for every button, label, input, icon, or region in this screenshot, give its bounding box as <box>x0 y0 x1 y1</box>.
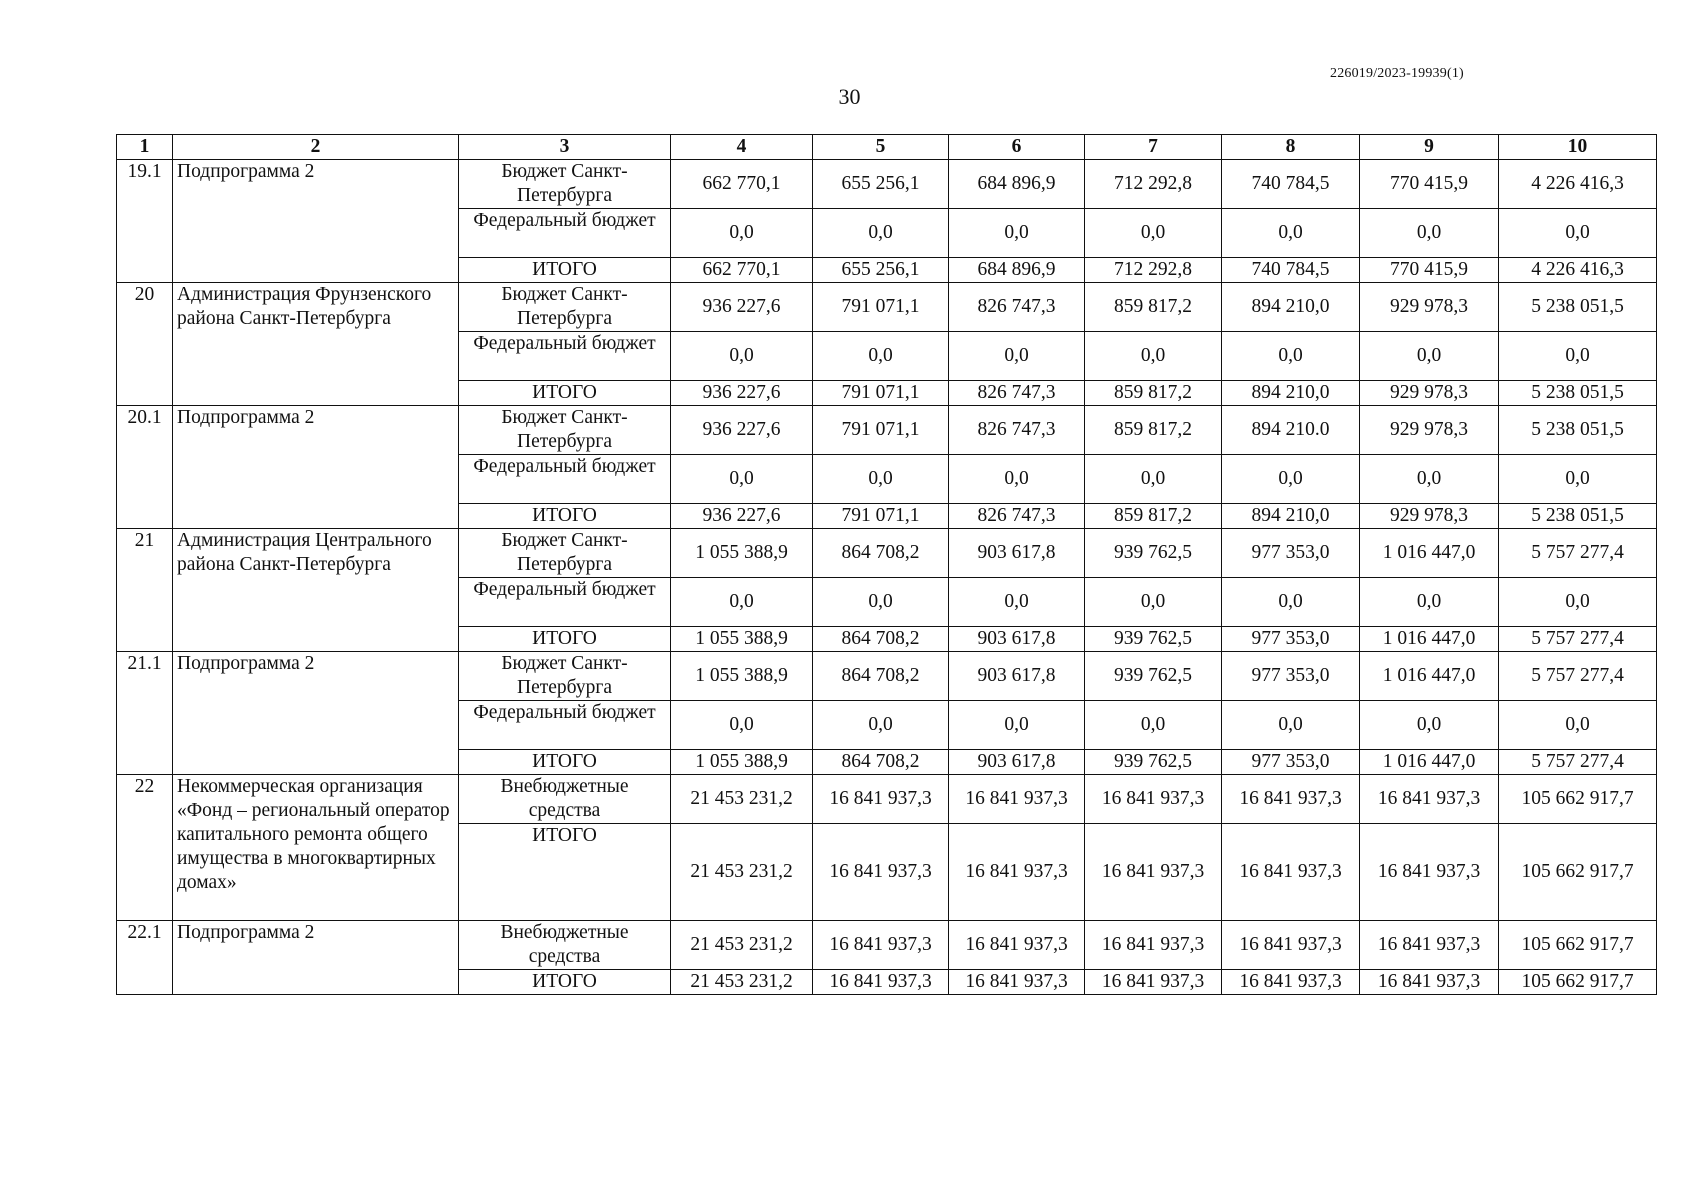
value-cell: 105 662 917,7 <box>1499 824 1657 921</box>
value-cell: 0,0 <box>949 332 1085 381</box>
value-cell: 0,0 <box>1222 455 1360 504</box>
value-cell: 0,0 <box>813 455 949 504</box>
value-cell: 864 708,2 <box>813 627 949 652</box>
budget-table <box>116 134 1657 995</box>
value-cell: 1 055 388,9 <box>671 529 813 578</box>
row-code: 22 <box>117 775 173 921</box>
value-cell: 0,0 <box>813 701 949 750</box>
value-cell: 16 841 937,3 <box>813 775 949 824</box>
value-cell: 929 978,3 <box>1360 381 1499 406</box>
value-cell: 826 747,3 <box>949 381 1085 406</box>
row-name: Подпрограмма 2 <box>173 406 459 529</box>
value-cell: 16 841 937,3 <box>813 824 949 921</box>
value-cell: 712 292,8 <box>1085 258 1222 283</box>
value-cell: 936 227,6 <box>671 406 813 455</box>
column-header-4: 4 <box>671 135 813 160</box>
value-cell: 1 016 447,0 <box>1360 750 1499 775</box>
value-cell: 859 817,2 <box>1085 283 1222 332</box>
value-cell: 0,0 <box>1085 332 1222 381</box>
value-cell: 5 757 277,4 <box>1499 627 1657 652</box>
value-cell: 791 071,1 <box>813 283 949 332</box>
value-cell: 977 353,0 <box>1222 750 1360 775</box>
value-cell: 0,0 <box>1499 455 1657 504</box>
value-cell: 662 770,1 <box>671 258 813 283</box>
value-cell: 1 055 388,9 <box>671 652 813 701</box>
value-cell: 16 841 937,3 <box>1085 824 1222 921</box>
value-cell: 0,0 <box>1085 578 1222 627</box>
funding-source: Бюджет Санкт-Петербурга <box>459 529 671 578</box>
value-cell: 826 747,3 <box>949 406 1085 455</box>
funding-source: Внебюджетные средства <box>459 775 671 824</box>
row-name: Подпрограмма 2 <box>173 652 459 775</box>
value-cell: 0,0 <box>1085 209 1222 258</box>
value-cell: 0,0 <box>671 701 813 750</box>
value-cell: 894 210,0 <box>1222 283 1360 332</box>
value-cell: 16 841 937,3 <box>1085 775 1222 824</box>
funding-source: ИТОГО <box>459 750 671 775</box>
value-cell: 5 757 277,4 <box>1499 529 1657 578</box>
funding-source: Внебюджетные средства <box>459 921 671 970</box>
row-code: 19.1 <box>117 160 173 283</box>
value-cell: 5 238 051,5 <box>1499 406 1657 455</box>
value-cell: 0,0 <box>1360 701 1499 750</box>
value-cell: 0,0 <box>671 578 813 627</box>
value-cell: 16 841 937,3 <box>1360 775 1499 824</box>
value-cell: 1 055 388,9 <box>671 627 813 652</box>
column-header-8: 8 <box>1222 135 1360 160</box>
funding-source: ИТОГО <box>459 504 671 529</box>
value-cell: 0,0 <box>671 455 813 504</box>
value-cell: 929 978,3 <box>1360 504 1499 529</box>
funding-source: ИТОГО <box>459 258 671 283</box>
value-cell: 791 071,1 <box>813 381 949 406</box>
funding-source: ИТОГО <box>459 381 671 406</box>
funding-source: Бюджет Санкт-Петербурга <box>459 406 671 455</box>
value-cell: 0,0 <box>813 332 949 381</box>
value-cell: 105 662 917,7 <box>1499 970 1657 995</box>
value-cell: 939 762,5 <box>1085 750 1222 775</box>
value-cell: 16 841 937,3 <box>1222 970 1360 995</box>
funding-source: ИТОГО <box>459 824 671 921</box>
funding-source: Федеральный бюджет <box>459 332 671 381</box>
value-cell: 21 453 231,2 <box>671 824 813 921</box>
funding-source: Федеральный бюджет <box>459 209 671 258</box>
value-cell: 655 256,1 <box>813 160 949 209</box>
row-code: 20 <box>117 283 173 406</box>
value-cell: 16 841 937,3 <box>1360 921 1499 970</box>
value-cell: 16 841 937,3 <box>1222 824 1360 921</box>
value-cell: 21 453 231,2 <box>671 921 813 970</box>
value-cell: 16 841 937,3 <box>1360 970 1499 995</box>
funding-source: ИТОГО <box>459 970 671 995</box>
value-cell: 939 762,5 <box>1085 627 1222 652</box>
funding-source: ИТОГО <box>459 627 671 652</box>
value-cell: 712 292,8 <box>1085 160 1222 209</box>
column-header-5: 5 <box>813 135 949 160</box>
value-cell: 977 353,0 <box>1222 652 1360 701</box>
value-cell: 791 071,1 <box>813 504 949 529</box>
value-cell: 894 210.0 <box>1222 406 1360 455</box>
value-cell: 939 762,5 <box>1085 529 1222 578</box>
value-cell: 770 415,9 <box>1360 258 1499 283</box>
value-cell: 16 841 937,3 <box>813 970 949 995</box>
value-cell: 859 817,2 <box>1085 504 1222 529</box>
table-row <box>117 160 1657 209</box>
value-cell: 936 227,6 <box>671 283 813 332</box>
row-code: 21.1 <box>117 652 173 775</box>
value-cell: 0,0 <box>813 578 949 627</box>
value-cell: 1 016 447,0 <box>1360 529 1499 578</box>
header-row <box>117 135 1657 160</box>
column-header-6: 6 <box>949 135 1085 160</box>
value-cell: 859 817,2 <box>1085 381 1222 406</box>
value-cell: 5 757 277,4 <box>1499 652 1657 701</box>
value-cell: 684 896,9 <box>949 160 1085 209</box>
value-cell: 0,0 <box>1222 209 1360 258</box>
value-cell: 0,0 <box>949 209 1085 258</box>
value-cell: 16 841 937,3 <box>949 921 1085 970</box>
value-cell: 740 784,5 <box>1222 160 1360 209</box>
funding-source: Федеральный бюджет <box>459 578 671 627</box>
table-row <box>117 775 1657 824</box>
value-cell: 684 896,9 <box>949 258 1085 283</box>
column-header-3: 3 <box>459 135 671 160</box>
value-cell: 0,0 <box>949 455 1085 504</box>
value-cell: 0,0 <box>1222 332 1360 381</box>
row-name: Администрация Центрального района Санкт-Петербурга <box>173 529 459 652</box>
value-cell: 0,0 <box>1499 701 1657 750</box>
value-cell: 0,0 <box>1360 578 1499 627</box>
table-body <box>117 135 1657 995</box>
value-cell: 16 841 937,3 <box>949 970 1085 995</box>
row-code: 21 <box>117 529 173 652</box>
value-cell: 929 978,3 <box>1360 406 1499 455</box>
value-cell: 864 708,2 <box>813 750 949 775</box>
value-cell: 0,0 <box>1222 701 1360 750</box>
value-cell: 21 453 231,2 <box>671 775 813 824</box>
row-name: Подпрограмма 2 <box>173 160 459 283</box>
value-cell: 1 055 388,9 <box>671 750 813 775</box>
value-cell: 864 708,2 <box>813 652 949 701</box>
value-cell: 0,0 <box>949 701 1085 750</box>
table-row <box>117 283 1657 332</box>
funding-source: Федеральный бюджет <box>459 455 671 504</box>
funding-source: Бюджет Санкт-Петербурга <box>459 160 671 209</box>
value-cell: 0,0 <box>1085 455 1222 504</box>
page-number: 30 <box>838 84 861 109</box>
value-cell: 5 238 051,5 <box>1499 504 1657 529</box>
value-cell: 4 226 416,3 <box>1499 258 1657 283</box>
row-code: 20.1 <box>117 406 173 529</box>
table-row <box>117 529 1657 578</box>
value-cell: 5 757 277,4 <box>1499 750 1657 775</box>
value-cell: 903 617,8 <box>949 627 1085 652</box>
row-name: Администрация Фрунзенского района Санкт-Петербурга <box>173 283 459 406</box>
value-cell: 0,0 <box>949 578 1085 627</box>
value-cell: 939 762,5 <box>1085 652 1222 701</box>
column-header-2: 2 <box>173 135 459 160</box>
value-cell: 16 841 937,3 <box>1085 921 1222 970</box>
table-row <box>117 921 1657 970</box>
table-row <box>117 406 1657 455</box>
value-cell: 894 210,0 <box>1222 381 1360 406</box>
value-cell: 16 841 937,3 <box>1085 970 1222 995</box>
value-cell: 770 415,9 <box>1360 160 1499 209</box>
value-cell: 859 817,2 <box>1085 406 1222 455</box>
value-cell: 929 978,3 <box>1360 283 1499 332</box>
value-cell: 16 841 937,3 <box>1222 921 1360 970</box>
value-cell: 977 353,0 <box>1222 627 1360 652</box>
value-cell: 16 841 937,3 <box>1360 824 1499 921</box>
table-row <box>117 652 1657 701</box>
value-cell: 0,0 <box>1360 455 1499 504</box>
value-cell: 0,0 <box>1499 332 1657 381</box>
value-cell: 977 353,0 <box>1222 529 1360 578</box>
value-cell: 1 016 447,0 <box>1360 627 1499 652</box>
value-cell: 0,0 <box>671 332 813 381</box>
value-cell: 655 256,1 <box>813 258 949 283</box>
value-cell: 105 662 917,7 <box>1499 921 1657 970</box>
column-header-10: 10 <box>1499 135 1657 160</box>
value-cell: 0,0 <box>671 209 813 258</box>
value-cell: 4 226 416,3 <box>1499 160 1657 209</box>
funding-source: Бюджет Санкт-Петербурга <box>459 283 671 332</box>
value-cell: 740 784,5 <box>1222 258 1360 283</box>
value-cell: 105 662 917,7 <box>1499 775 1657 824</box>
value-cell: 903 617,8 <box>949 750 1085 775</box>
value-cell: 662 770,1 <box>671 160 813 209</box>
funding-source: Федеральный бюджет <box>459 701 671 750</box>
row-name: Некоммерческая организация «Фонд – региональный оператор капитального ремонта общего имущества в многоквартирных домах» <box>173 775 459 921</box>
column-header-9: 9 <box>1360 135 1499 160</box>
value-cell: 864 708,2 <box>813 529 949 578</box>
value-cell: 16 841 937,3 <box>949 824 1085 921</box>
value-cell: 936 227,6 <box>671 504 813 529</box>
value-cell: 0,0 <box>1222 578 1360 627</box>
row-code: 22.1 <box>117 921 173 995</box>
value-cell: 1 016 447,0 <box>1360 652 1499 701</box>
value-cell: 0,0 <box>1499 209 1657 258</box>
value-cell: 16 841 937,3 <box>1222 775 1360 824</box>
value-cell: 16 841 937,3 <box>949 775 1085 824</box>
row-name: Подпрограмма 2 <box>173 921 459 995</box>
value-cell: 5 238 051,5 <box>1499 283 1657 332</box>
value-cell: 894 210,0 <box>1222 504 1360 529</box>
value-cell: 936 227,6 <box>671 381 813 406</box>
value-cell: 826 747,3 <box>949 504 1085 529</box>
value-cell: 0,0 <box>1085 701 1222 750</box>
value-cell: 21 453 231,2 <box>671 970 813 995</box>
value-cell: 0,0 <box>1360 209 1499 258</box>
funding-source: Бюджет Санкт-Петербурга <box>459 652 671 701</box>
value-cell: 0,0 <box>1360 332 1499 381</box>
value-cell: 16 841 937,3 <box>813 921 949 970</box>
value-cell: 903 617,8 <box>949 529 1085 578</box>
column-header-1: 1 <box>117 135 173 160</box>
value-cell: 0,0 <box>813 209 949 258</box>
value-cell: 5 238 051,5 <box>1499 381 1657 406</box>
value-cell: 903 617,8 <box>949 652 1085 701</box>
value-cell: 826 747,3 <box>949 283 1085 332</box>
column-header-7: 7 <box>1085 135 1222 160</box>
value-cell: 791 071,1 <box>813 406 949 455</box>
value-cell: 0,0 <box>1499 578 1657 627</box>
document-number: 226019/2023-19939(1) <box>1330 66 1464 81</box>
